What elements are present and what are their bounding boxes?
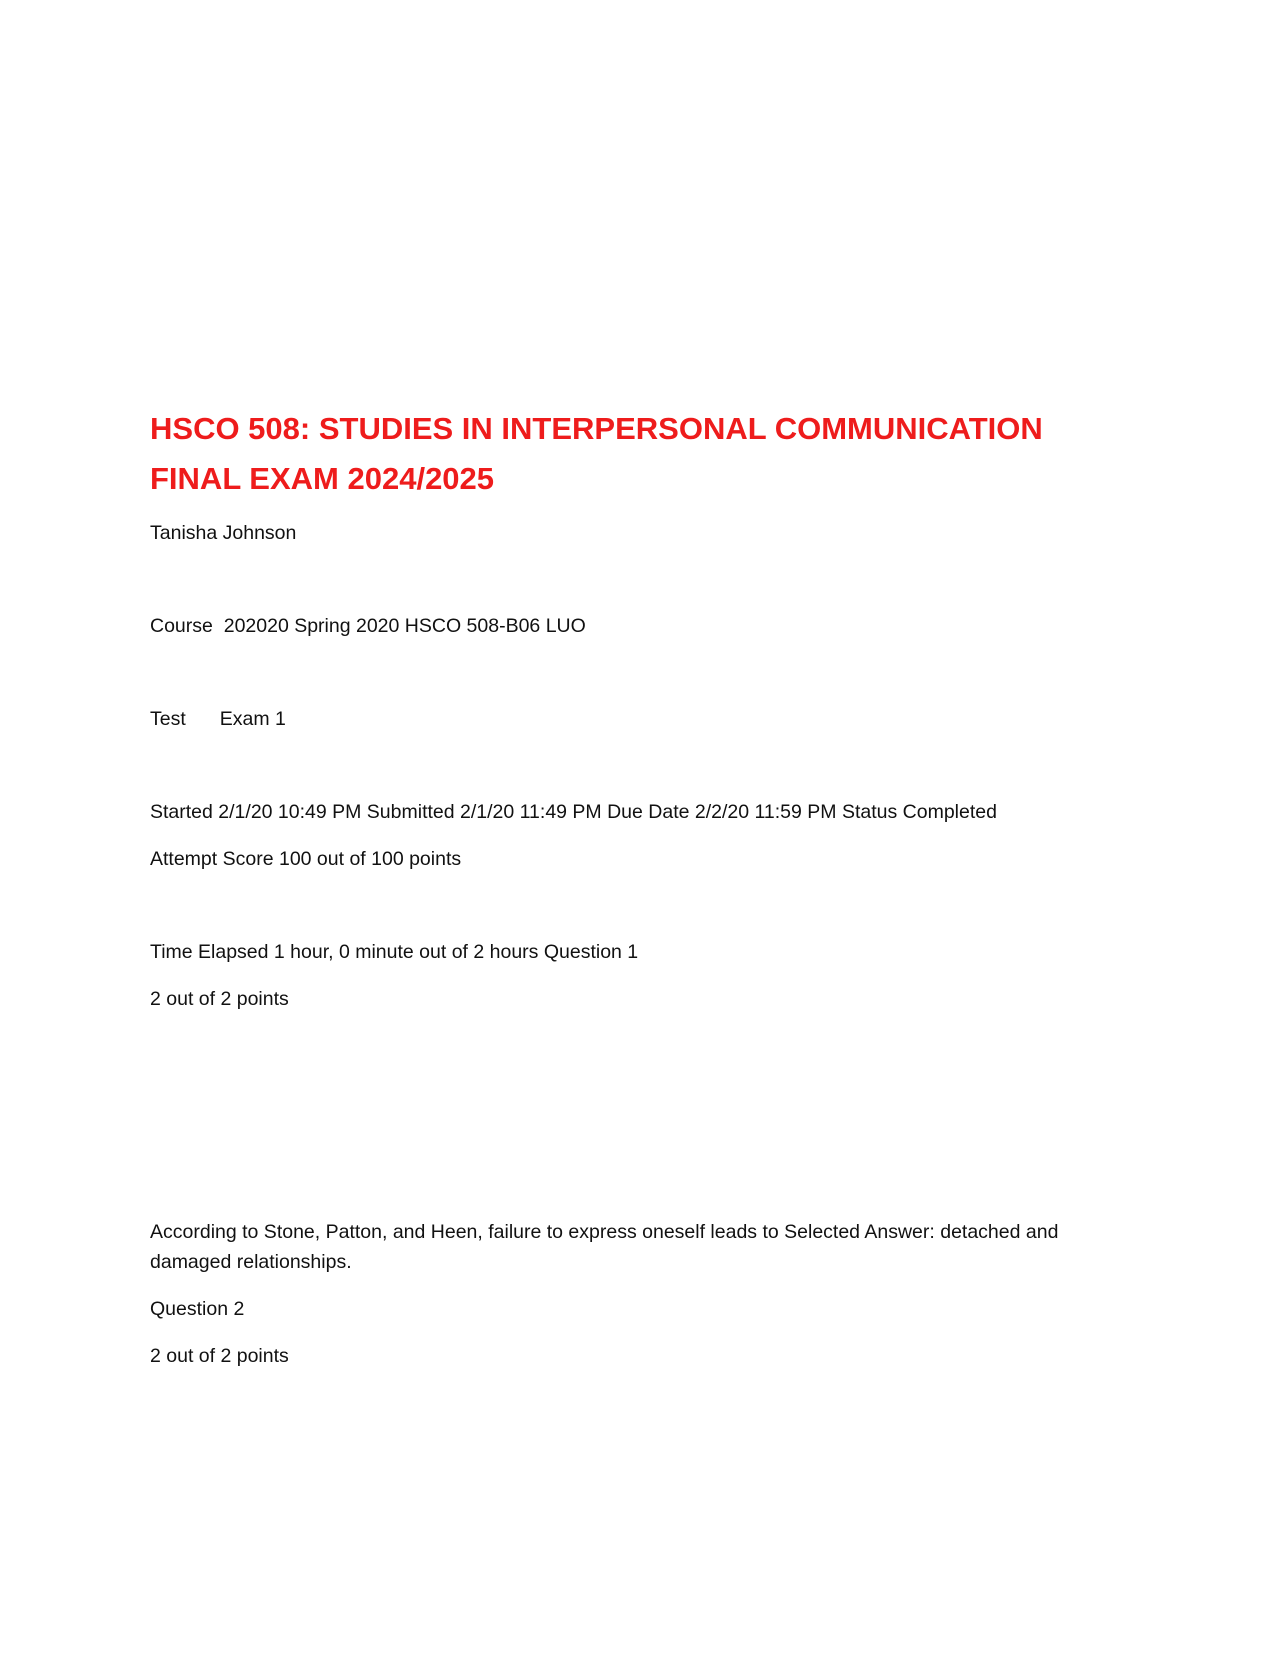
attempt-score: Attempt Score 100 out of 100 points xyxy=(150,848,462,870)
question-2-points: 2 out of 2 points xyxy=(150,1345,289,1367)
course-label: Course xyxy=(150,615,213,637)
title-line-2: FINAL EXAM 2024/2025 xyxy=(150,461,495,496)
status-line: Started 2/1/20 10:49 PM Submitted 2/1/20 11:49 PM Due Date 2/2/20 11:59 PM Status Completed xyxy=(150,801,997,823)
course-line xyxy=(150,611,586,641)
student-name: Tanisha Johnson xyxy=(150,522,297,544)
question-2-label: Question 2 xyxy=(150,1298,245,1320)
time-elapsed-line: Time Elapsed 1 hour, 0 minute out of 2 hours Question 1 xyxy=(150,941,639,963)
test-line xyxy=(150,704,286,734)
question-1-points: 2 out of 2 points xyxy=(150,988,289,1010)
course-value: 202020 Spring 2020 HSCO 508-B06 LUO xyxy=(223,615,586,637)
test-value: Exam 1 xyxy=(219,708,286,730)
test-label: Test xyxy=(150,708,186,730)
title-line-1: HSCO 508: STUDIES IN INTERPERSONAL COMMUNICATION xyxy=(150,411,1043,446)
question-1-text: According to Stone, Patton, and Heen, failure to express oneself leads to Selected Answer: detached and damaged relationships. xyxy=(150,1221,1059,1273)
document-title xyxy=(150,404,1150,504)
